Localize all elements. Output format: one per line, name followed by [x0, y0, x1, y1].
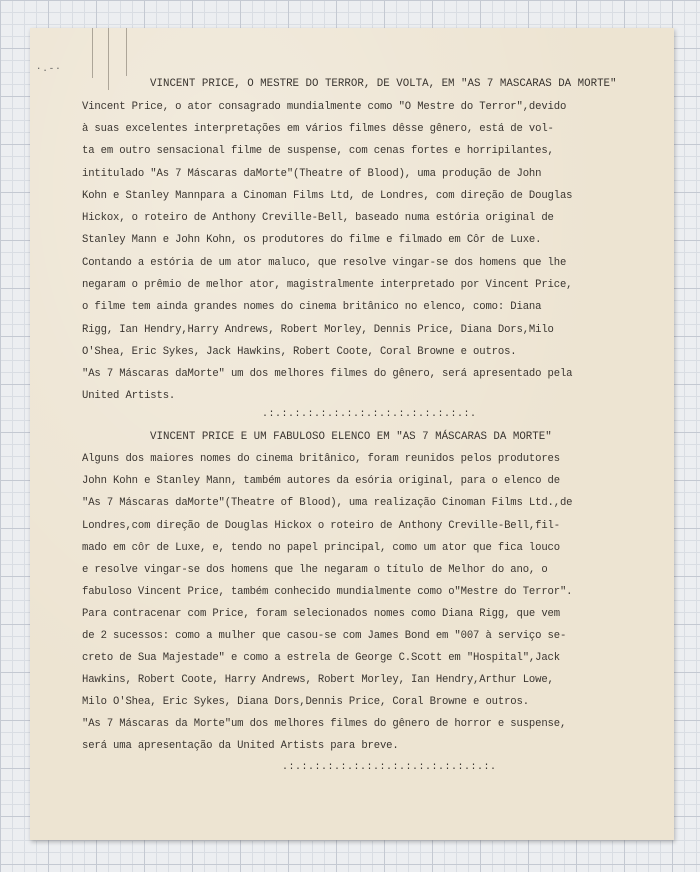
section1-line: "As 7 Máscaras daMorte" um dos melhores filmes do gênero, será apresentado pela: [82, 368, 573, 380]
paper-mark: [108, 28, 109, 90]
section1-line: o filme tem ainda grandes nomes do cinema britânico no elenco, como: Diana: [82, 301, 542, 313]
section2-line: mado em côr de Luxe, e, tendo no papel principal, como um ator que fica louco: [82, 542, 560, 554]
section2-line: "As 7 Máscaras daMorte"(Theatre of Blood), uma realização Cinoman Films Ltd.,de: [82, 497, 573, 509]
section2-line: Londres,com direção de Douglas Hickox o roteiro de Anthony Creville-Bell,fil-: [82, 520, 560, 532]
paper-mark: [126, 28, 127, 76]
section1-line: Vincent Price, o ator consagrado mundialmente como "O Mestre do Terror",devido: [82, 101, 567, 113]
separator: .:.:.:.:.:.:.:.:.:.:.:.:.:.:.:.:.: [282, 762, 497, 773]
section2-line: Para contracenar com Price, foram selecionados nomes como Diana Rigg, que vem: [82, 608, 560, 620]
section1-line: ta em outro sensacional filme de suspense, com cenas fortes e horripilantes,: [82, 145, 554, 157]
separator: .:.:.:.:.:.:.:.:.:.:.:.:.:.:.:.:.: [262, 409, 477, 420]
paper-mark: [92, 28, 93, 78]
section2-title: VINCENT PRICE E UM FABULOSO ELENCO EM "AS 7 MÁSCARAS DA MORTE": [150, 431, 552, 443]
section1-line: O'Shea, Eric Sykes, Jack Hawkins, Robert Coote, Coral Browne e outros.: [82, 346, 517, 358]
section2-line: Hawkins, Robert Coote, Harry Andrews, Robert Morley, Ian Hendry,Arthur Lowe,: [82, 674, 554, 686]
section1-line: negaram o prêmio de melhor ator, magistralmente interpretado por Vincent Price,: [82, 279, 573, 291]
section2-line: de 2 sucessos: como a mulher que casou-se com James Bond em "007 à serviço se-: [82, 630, 567, 642]
section1-line: Contando a estória de um ator maluco, que resolve vingar-se dos homens que lhe: [82, 257, 567, 269]
corner-mark: ·.-·: [36, 64, 62, 74]
section1-line: intitulado "As 7 Máscaras daMorte"(Theatre of Blood), uma produção de John: [82, 168, 542, 180]
section2-line: Alguns dos maiores nomes do cinema britânico, foram reunidos pelos produtores: [82, 453, 560, 465]
section1-title: VINCENT PRICE, O MESTRE DO TERROR, DE VOLTA, EM "AS 7 MASCARAS DA MORTE": [150, 78, 617, 90]
section1-line: Hickox, o roteiro de Anthony Creville-Bell, baseado numa estória original de: [82, 212, 554, 224]
section1-line: Kohn e Stanley Mannpara a Cinoman Films Ltd, de Londres, com direção de Douglas: [82, 190, 573, 202]
section2-line: "As 7 Máscaras da Morte"um dos melhores filmes do gênero de horror e suspense,: [82, 718, 567, 730]
section2-line: creto de Sua Majestade" e como a estrela de George C.Scott em "Hospital",Jack: [82, 652, 560, 664]
section2-line: Milo O'Shea, Eric Sykes, Diana Dors,Dennis Price, Coral Browne e outros.: [82, 696, 529, 708]
section1-line: Rigg, Ian Hendry,Harry Andrews, Robert Morley, Dennis Price, Diana Dors,Milo: [82, 324, 554, 336]
section1-line: United Artists.: [82, 390, 176, 402]
section2-line: John Kohn e Stanley Mann, também autores da esória original, para o elenco de: [82, 475, 560, 487]
section2-line: será uma apresentação da United Artists para breve.: [82, 740, 399, 752]
section1-line: Stanley Mann e John Kohn, os produtores do filme e filmado em Côr de Luxe.: [82, 234, 542, 246]
section2-line: fabuloso Vincent Price, também conhecido mundialmente como o"Mestre do Terror".: [82, 586, 573, 598]
section1-line: à suas excelentes interpretações em vários filmes dêsse gênero, está de vol-: [82, 123, 554, 135]
section2-line: e resolve vingar-se dos homens que lhe negaram o título de Melhor do ano, o: [82, 564, 548, 576]
